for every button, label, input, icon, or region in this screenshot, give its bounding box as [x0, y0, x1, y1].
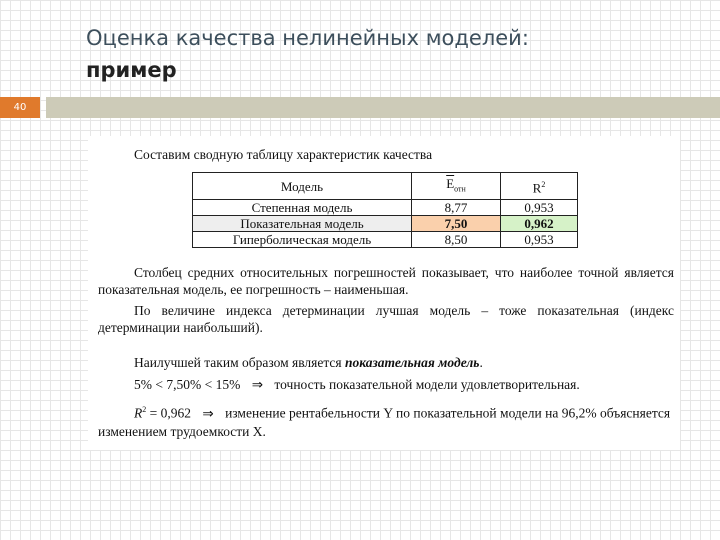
- header-model: Модель: [193, 173, 412, 200]
- e-subscript: отн: [454, 184, 466, 194]
- implies-arrow-icon: ⇒: [202, 405, 214, 421]
- row-e: 8,77: [412, 200, 501, 216]
- implies-arrow-icon: ⇒: [251, 377, 264, 392]
- conclusion-suffix: .: [479, 355, 483, 370]
- r-superscript: 2: [541, 179, 546, 189]
- accuracy-formula: 5% < 7,50% < 15%: [134, 377, 241, 392]
- r2-value: = 0,962: [146, 405, 191, 421]
- e-symbol: $\overline{E}$: [446, 175, 455, 191]
- paragraph-conclusion: [134, 354, 483, 371]
- row-model: Степенная модель: [193, 200, 412, 216]
- row-r2: 0,953: [501, 232, 578, 248]
- slide-number: 40: [0, 97, 40, 118]
- r2-superscript: 2: [142, 405, 147, 414]
- r2-symbol: R: [134, 405, 143, 421]
- row-model: Гиперболическая модель: [193, 232, 412, 248]
- paragraph-accuracy: [134, 376, 580, 393]
- title-line-1: Оценка качества нелинейных моделей:: [86, 26, 529, 50]
- table-row: [193, 232, 578, 248]
- paragraph-determination: По величине индекса детерминации лучшая модель – тоже показательная (индекс детерминации наибольший).: [98, 303, 674, 335]
- paragraph-r2: [134, 401, 674, 422]
- table-header-row: [193, 173, 578, 200]
- table-row-highlighted: [193, 216, 578, 232]
- conclusion-emphasis: показательная модель: [345, 355, 480, 370]
- intro-text: Составим сводную таблицу характеристик качества: [134, 147, 433, 162]
- paragraph-errors: Столбец средних относительных погрешностей показывает, что наиболее точной является показательная модель, ее погрешность – наименьшая.: [98, 265, 674, 297]
- title-line-2: пример: [86, 58, 177, 82]
- header-r2: [501, 173, 578, 200]
- slide-content-image: [88, 136, 680, 450]
- row-model: Показательная модель: [193, 216, 412, 232]
- header-e-rel: [412, 173, 501, 200]
- row-r2: 0,953: [501, 200, 578, 216]
- slide-header-bar: [46, 97, 720, 118]
- r2-text: изменение рентабельности Y по показательной модели на 96,2% объясняется: [225, 405, 671, 421]
- slide-title: [86, 22, 686, 86]
- conclusion-prefix: Наилучшей таким образом является: [134, 355, 342, 370]
- row-e: 7,50: [412, 216, 501, 232]
- accuracy-text: точность показательной модели удовлетворительная.: [274, 377, 580, 392]
- r-symbol: R: [532, 180, 542, 196]
- table-row: [193, 200, 578, 216]
- quality-table: [192, 172, 578, 248]
- row-r2: 0,962: [501, 216, 578, 232]
- paragraph-r2-continued: изменением трудоемкости X.: [98, 424, 266, 439]
- row-e: 8,50: [412, 232, 501, 248]
